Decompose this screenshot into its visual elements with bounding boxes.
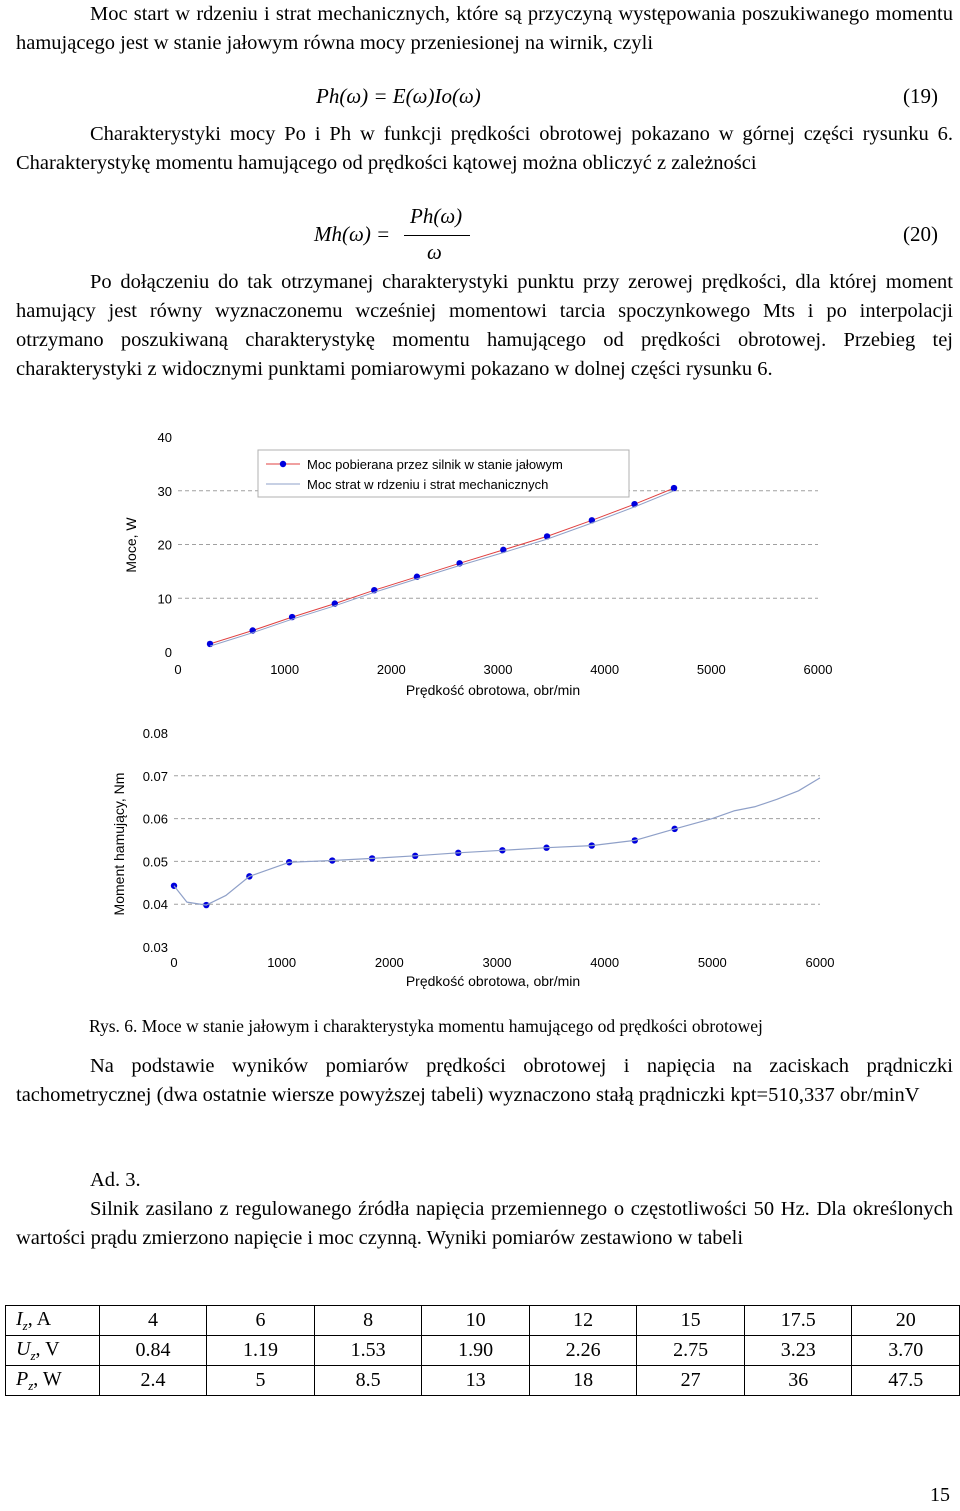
table-row [6, 1366, 960, 1396]
x-tick-label: 4000 [590, 955, 620, 970]
y-tick-label: 0.08 [142, 726, 168, 741]
series-line [210, 488, 674, 644]
table-cell: 20 [852, 1306, 960, 1336]
equation-20-denominator: ω [427, 240, 442, 264]
paragraph-3: Po dołączeniu do tak otrzymanej charakterystyki punktu przy zerowej prędkości, dla której moment hamujący jest równy wyznaczonemu wcześniej momentowi tarcia spoczynkowego Mts i po interpolacji otrzymano poszukiwaną charakterystykę momentu hamującego od prędkości obrotowej. Przebieg tej charakterystyki z widocznymi punktami pomiarowymi pokazano w dolnej części rysunku 6. [16, 271, 953, 380]
equation-20-numerator: Ph(ω) [410, 204, 463, 228]
table-cell: 0.84 [99, 1336, 207, 1366]
y-tick-label: 10 [157, 591, 172, 607]
torque-chart-ticks [143, 726, 835, 970]
table-cell: 18 [529, 1366, 637, 1396]
data-point [207, 641, 213, 647]
interpolation-curve [174, 778, 820, 905]
x-tick-label: 0 [170, 955, 178, 970]
torque-chart [0, 720, 960, 995]
power-chart-ylabel: Moce, W [123, 517, 139, 573]
x-tick-label: 6000 [805, 955, 835, 970]
section-heading: Ad. 3. [90, 1169, 141, 1191]
row-label: $P_z$, W [6, 1366, 100, 1396]
x-tick-label: 6000 [803, 662, 833, 677]
torque-chart-xlabel: Prędkość obrotowa, obr/min [405, 973, 581, 989]
table-row [6, 1306, 960, 1336]
table-cell: 8.5 [314, 1366, 422, 1396]
torque-chart-series [171, 778, 820, 908]
equation-19-number: (19) [903, 84, 938, 108]
x-tick-label: 0 [174, 662, 182, 677]
table-cell: 5 [207, 1366, 315, 1396]
row-label: $I_z$, A [6, 1306, 100, 1336]
table-cell: 17.5 [744, 1306, 852, 1336]
fraction-bar [404, 235, 470, 236]
x-tick-label: 2000 [374, 955, 404, 970]
equation-20-number: (20) [903, 222, 938, 246]
paragraph-2: Charakterystyki mocy Po i Ph w funkcji prędkości obrotowej pokazano w górnej części rysunku 6. Charakterystykę momentu hamującego od prędkości kątowej można obliczyć z zależności [16, 123, 953, 174]
table-cell: 1.53 [314, 1336, 422, 1366]
power-chart-grid [178, 491, 818, 599]
table-cell: 1.90 [422, 1336, 530, 1366]
legend-marker-input-power [280, 461, 286, 467]
figure-caption: Rys. 6. Moce w stanie jałowym i charakterystyka momentu hamującego od prędkości obrotowej [89, 1016, 763, 1036]
y-tick-label: 0.05 [142, 854, 168, 870]
table-cell: 6 [207, 1306, 315, 1336]
table-cell: 36 [744, 1366, 852, 1396]
table-cell: 2.75 [637, 1336, 745, 1366]
x-tick-label: 1000 [270, 662, 300, 677]
power-chart-series [207, 485, 677, 647]
table-cell: 3.23 [744, 1336, 852, 1366]
table-cell: 3.70 [852, 1336, 960, 1366]
x-tick-label: 3000 [483, 662, 513, 677]
y-tick-label: 0 [164, 645, 172, 660]
y-tick-label: 20 [157, 537, 172, 553]
legend-label-loss-power: Moc strat w rdzeniu i strat mechanicznych [307, 477, 549, 492]
equation-20-lhs: Mh(ω) = [314, 222, 391, 246]
x-tick-label: 1000 [267, 955, 297, 970]
page-number: 15 [930, 1484, 950, 1506]
torque-chart-ylabel: Moment hamujący, Nm [111, 772, 127, 916]
x-tick-label: 5000 [696, 662, 726, 677]
y-tick-label: 0.06 [142, 811, 168, 827]
equation-19: Ph(ω) = E(ω)Io(ω) [316, 84, 481, 108]
y-tick-label: 0.04 [142, 897, 168, 913]
table-cell: 15 [637, 1306, 745, 1336]
table-cell: 1.19 [207, 1336, 315, 1366]
y-tick-label: 0.03 [142, 940, 168, 955]
x-tick-label: 3000 [482, 955, 512, 970]
data-point [671, 485, 677, 491]
x-tick-label: 5000 [697, 955, 727, 970]
table-row [6, 1336, 960, 1366]
x-tick-label: 4000 [590, 662, 620, 677]
power-chart-legend [258, 450, 629, 497]
paragraph-1: Moc start w rdzeniu i strat mechanicznych, które są przyczyną występowania poszukiwanego momentu hamującego jest w stanie jałowym równa mocy przeniesionej na wirnik, czyli [16, 3, 953, 54]
y-tick-label: 0.07 [142, 768, 168, 784]
torque-chart-grid [174, 776, 820, 904]
legend-label-input-power: Moc pobierana przez silnik w stanie jałowym [307, 457, 563, 472]
table-cell: 2.26 [529, 1336, 637, 1366]
table-cell: 10 [422, 1306, 530, 1336]
power-chart [0, 425, 960, 715]
paragraph-4: Na podstawie wyników pomiarów prędkości obrotowej i napięcia na zaciskach prądniczki tachometrycznej (dwa ostatnie wiersze powyższej tabeli) wyznaczono stałą prądniczki kpt=510,337 obr/minV [16, 1055, 953, 1106]
y-tick-label: 30 [157, 483, 172, 499]
y-tick-label: 40 [157, 430, 172, 445]
table-cell: 27 [637, 1366, 745, 1396]
paragraph-5: Silnik zasilano z regulowanego źródła napięcia przemiennego o częstotliwości 50 Hz. Dla określonych wartości prądu zmierzono napięcie i moc czynną. Wyniki pomiarów zestawiono w tabeli [16, 1198, 953, 1249]
power-chart-xlabel: Prędkość obrotowa, obr/min [405, 682, 581, 698]
table-cell: 4 [99, 1306, 207, 1336]
measurement-table [5, 1305, 960, 1396]
x-tick-label: 2000 [376, 662, 406, 677]
table-cell: 2.4 [99, 1366, 207, 1396]
row-label: $U_z$, V [6, 1336, 100, 1366]
table-cell: 12 [529, 1306, 637, 1336]
table-cell: 47.5 [852, 1366, 960, 1396]
table-cell: 13 [422, 1366, 530, 1396]
table-cell: 8 [314, 1306, 422, 1336]
